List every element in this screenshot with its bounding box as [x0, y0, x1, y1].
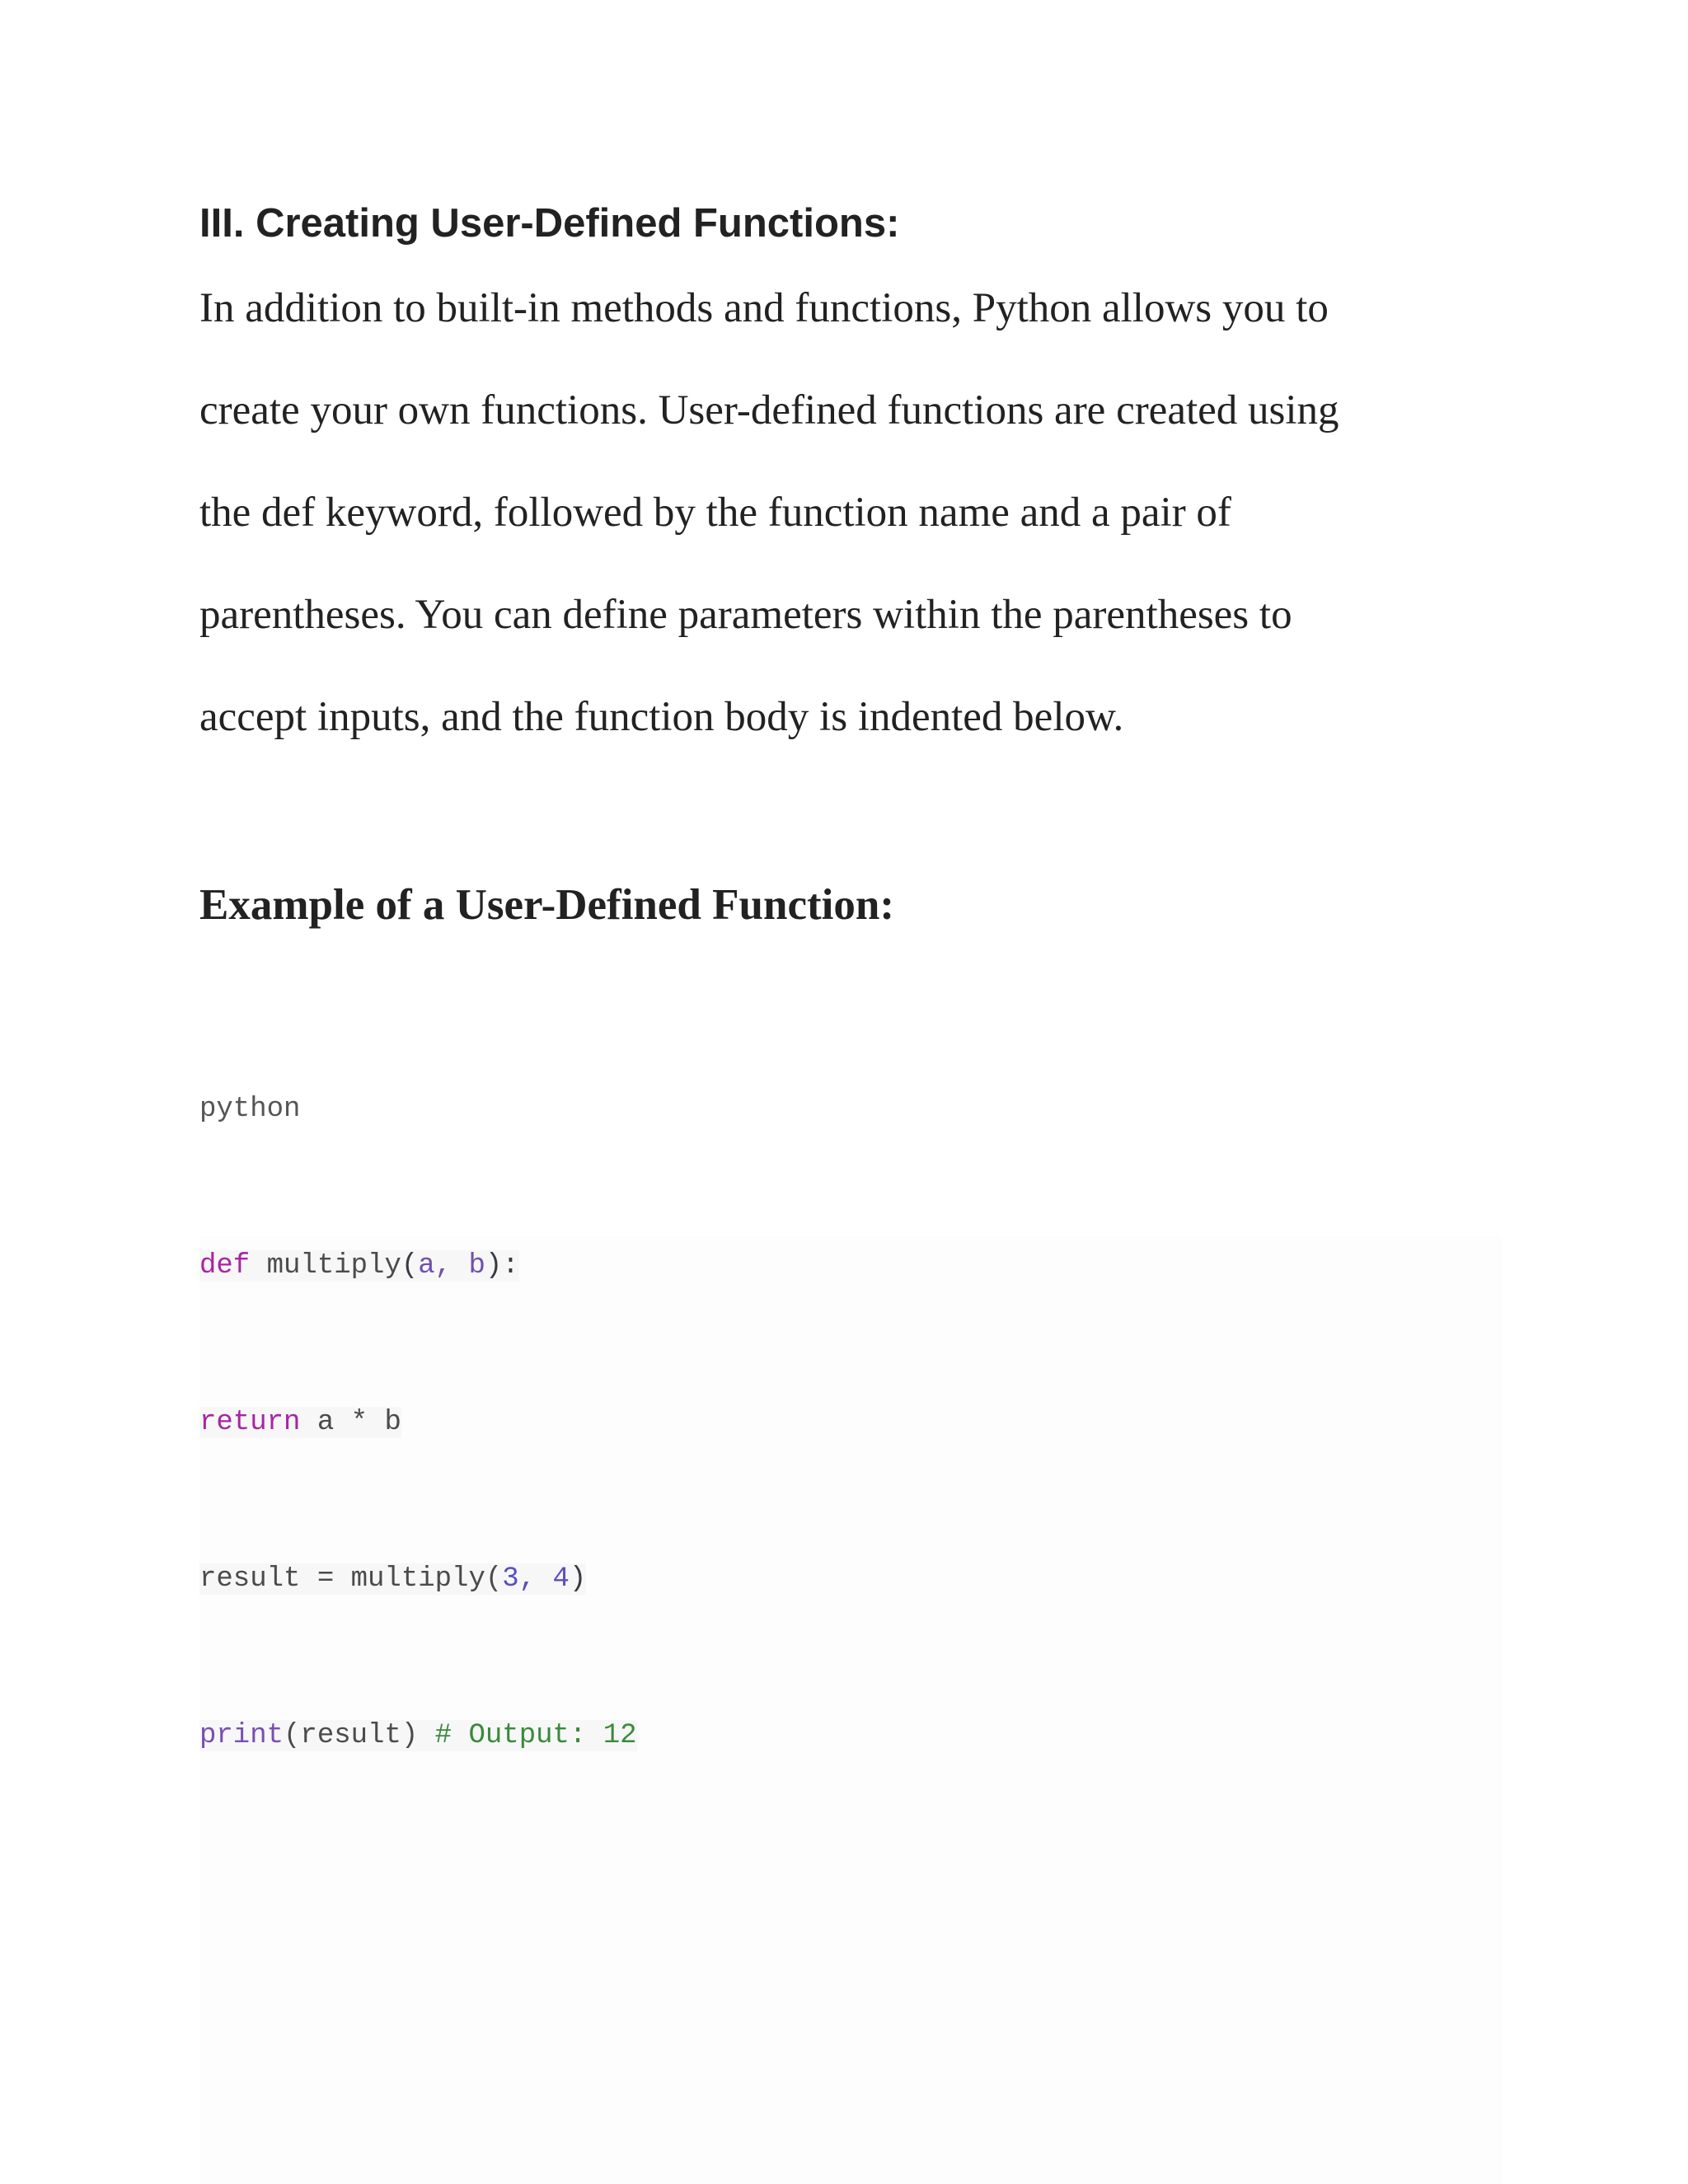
code-keyword: return: [199, 1407, 301, 1438]
paragraph-line: parentheses. You can define parameters within the parentheses to: [199, 592, 1292, 638]
code-expression: (result): [284, 1720, 435, 1751]
code-expression: a * b: [300, 1407, 401, 1438]
code-line-assignment: [199, 1556, 637, 1713]
code-line-return: [199, 1399, 637, 1556]
code-keyword: def: [199, 1250, 251, 1282]
paragraph-line: the def keyword, followed by the function name and a pair of: [199, 490, 1231, 536]
code-number: 4: [552, 1563, 570, 1595]
code-punctuation: (: [401, 1250, 419, 1282]
code-parameter: a: [418, 1250, 435, 1282]
code-line-print: [199, 1713, 637, 1869]
code-punctuation: ,: [518, 1563, 553, 1595]
body-paragraph: [199, 275, 1485, 786]
code-language-label: python: [199, 1094, 301, 1125]
code-block: [199, 1086, 637, 1869]
code-line-def: [199, 1243, 637, 1399]
code-function-name: multiply: [250, 1250, 401, 1282]
code-punctuation: ,: [434, 1250, 469, 1282]
code-comment: # Output: 12: [434, 1720, 637, 1751]
code-punctuation: ): [569, 1563, 587, 1595]
paragraph-line: accept inputs, and the function body is indented below.: [199, 694, 1124, 740]
code-expression: result = multiply(: [199, 1563, 503, 1595]
code-builtin: print: [199, 1720, 284, 1751]
paragraph-line: create your own functions. User-defined functions are created using: [199, 387, 1339, 434]
code-punctuation: ):: [485, 1250, 519, 1282]
paragraph-line: In addition to built-in methods and functions, Python allows you to: [199, 285, 1329, 331]
code-number: 3: [502, 1563, 519, 1595]
section-heading: III. Creating User-Defined Functions:: [199, 201, 900, 246]
code-parameter: b: [468, 1250, 485, 1282]
example-heading: Example of a User-Defined Function:: [199, 881, 895, 929]
